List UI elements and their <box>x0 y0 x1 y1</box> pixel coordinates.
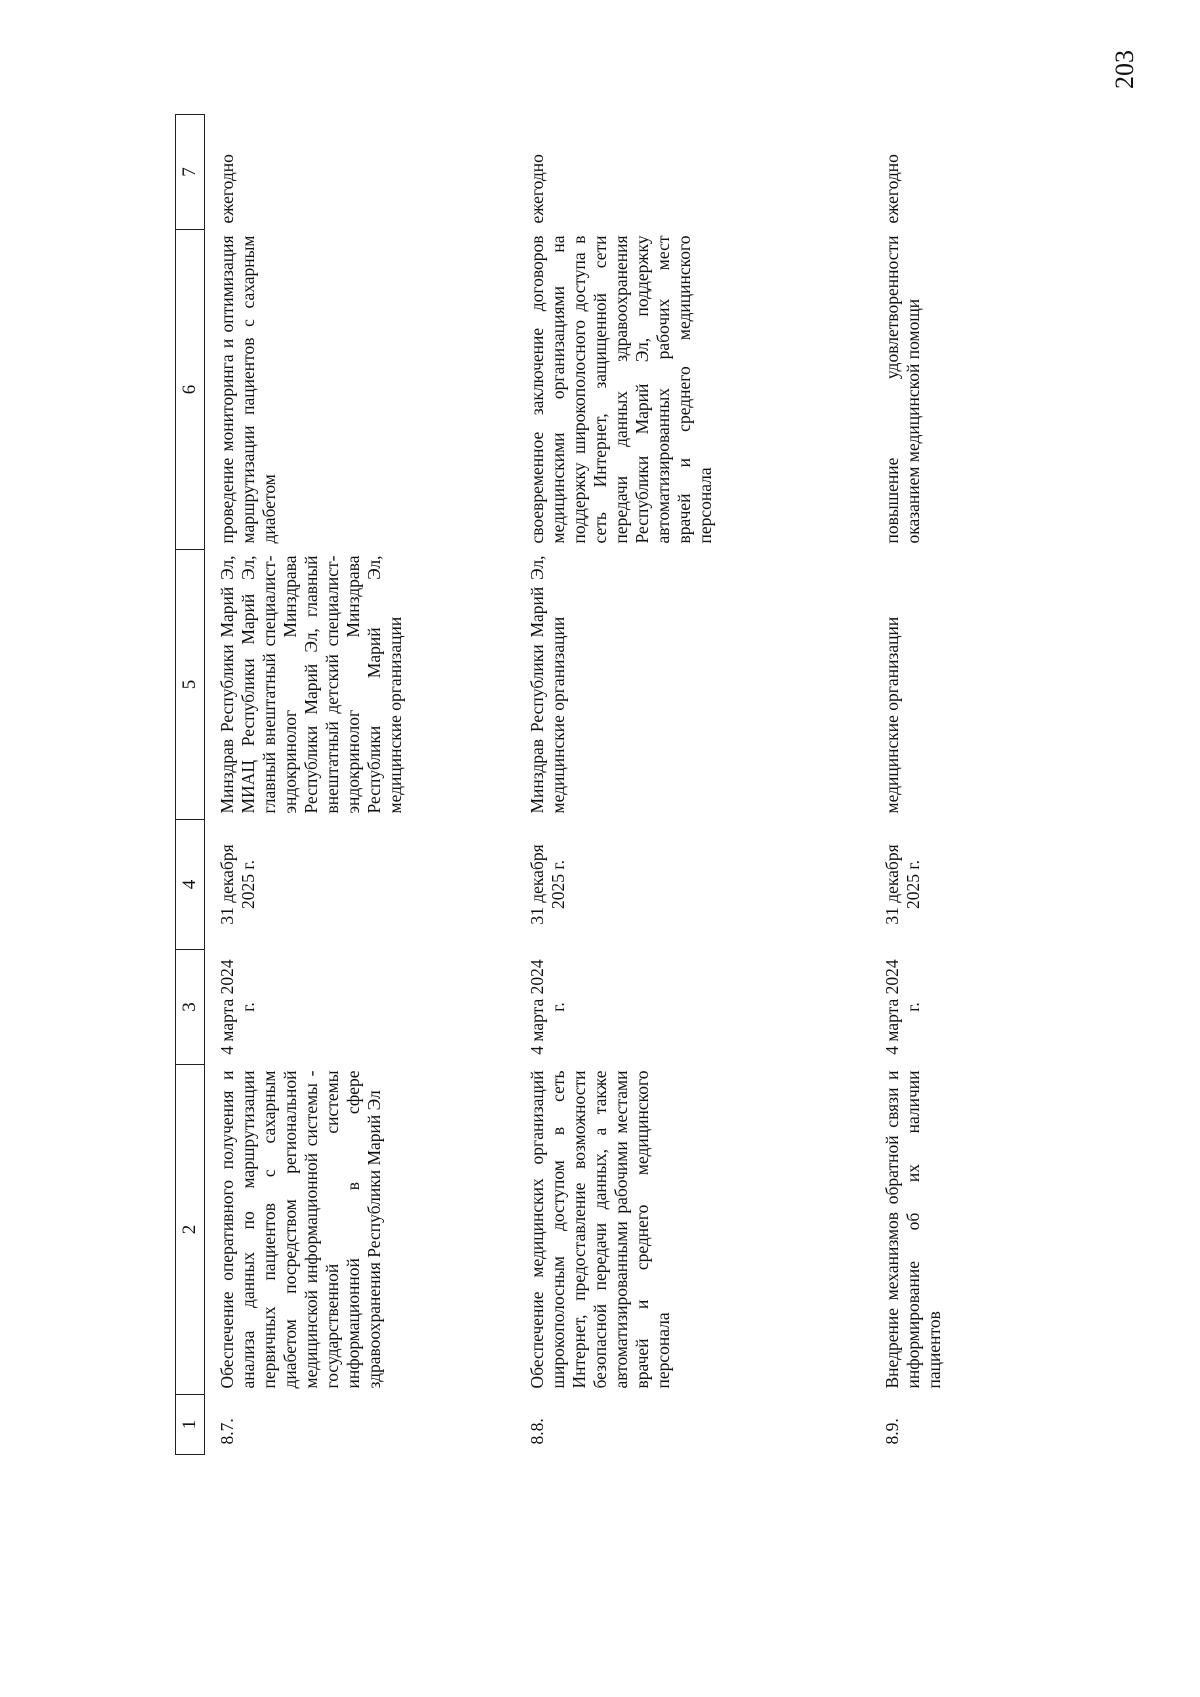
end-date-cell: 31 декабря 2025 г. <box>217 844 258 925</box>
result-cell: повышение удовлетворенности оказанием медицинской помощи <box>881 235 923 544</box>
frequency-cell: ежегодно <box>526 154 547 224</box>
column-header: 1 <box>176 1395 205 1455</box>
column-header: 6 <box>176 230 205 550</box>
event-cell: Внедрение механизмов обратной связи и информирование об их наличии пациентов <box>881 1070 944 1389</box>
result-cell: своевременное заключение договоров медицинскими организациями на поддержку широкополосного доступа в сеть Интернет, защищенной сети передачи данных здравоохранения Республики Марий Эл, поддержку автоматизированных рабочих мест врачей и среднего медицинского персонала <box>526 235 715 544</box>
column-header: 2 <box>176 1065 205 1395</box>
end-date-cell: 31 декабря 2025 г. <box>526 844 568 925</box>
column-header: 4 <box>176 820 205 950</box>
table-header-row <box>176 115 205 1455</box>
start-date-cell: 4 марта 2024 г. <box>526 959 568 1055</box>
table-row <box>515 115 870 1455</box>
plan-table <box>175 114 970 1455</box>
event-cell: Обеспечение оперативного получения и анализа данных по маршрутизации первичных пациентов с сахарным диабетом посредством региональной медицинской информационной системы - государственной системы информационной в сфере здравоохранения Республики Марий Эл <box>217 1070 384 1389</box>
start-date-cell: 4 марта 2024 г. <box>881 959 923 1055</box>
responsible-cell: медицинские организации <box>881 616 902 814</box>
column-header: 5 <box>176 550 205 820</box>
column-header: 3 <box>176 950 205 1065</box>
row-number: 8.8. <box>526 1418 547 1445</box>
end-date-cell: 31 декабря 2025 г. <box>881 844 923 925</box>
page-number: 203 <box>1110 50 1139 89</box>
rotated-table-wrapper <box>175 115 1010 1455</box>
responsible-cell: Минздрав Республики Марий Эл, медицинские организации <box>526 555 568 814</box>
frequency-cell: ежегодно <box>881 154 902 224</box>
column-header: 7 <box>176 115 205 230</box>
row-number: 8.9. <box>881 1418 902 1445</box>
result-cell: проведение мониторинга и оптимизация маршрутизации пациентов с сахарным диабетом <box>217 235 279 544</box>
row-number: 8.7. <box>217 1418 237 1445</box>
frequency-cell: ежегодно <box>217 154 237 224</box>
table-row <box>870 115 970 1455</box>
responsible-cell: Минздрав Республики Марий Эл, МИАЦ Республики Марий Эл, главный внештатный специалист-эндокринолог Минздрава Республики Марий Эл, главный внештатный детский специалист-эндокринолог Минздрава Республики Марий Эл, медицинские организации <box>217 555 405 814</box>
start-date-cell: 4 марта 2024 г. <box>217 959 258 1055</box>
table-row <box>205 115 515 1455</box>
event-cell: Обеспечение медицинских организаций широкополосным доступом в сеть Интернет, предоставление возможности безопасной передачи данных, а также автоматизированными рабочими местами врачей и среднего медицинского персонала <box>526 1070 673 1389</box>
